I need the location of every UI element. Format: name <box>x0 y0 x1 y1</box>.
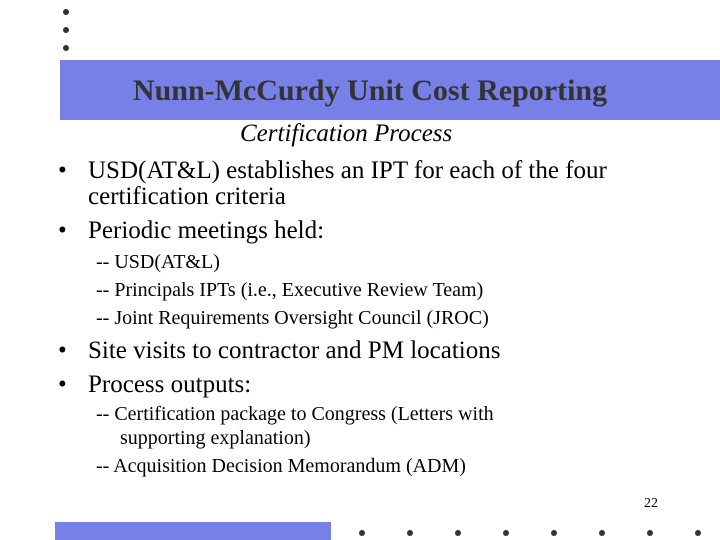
decor-dot <box>503 530 509 536</box>
decor-dot <box>63 27 69 33</box>
sub-item: -- Joint Requirements Oversight Council (JROC) <box>96 307 489 329</box>
sub-item-text: -- Certification package to Congress (Letters with <box>96 403 494 425</box>
decor-dot <box>551 530 557 536</box>
decor-dot <box>359 530 365 536</box>
sub-item: -- Principals IPTs (i.e., Executive Review Team) <box>96 279 484 301</box>
page-number: 22 <box>644 496 658 511</box>
bullet-text: Periodic meetings held: <box>88 217 325 244</box>
decor-dot <box>455 530 461 536</box>
footer-bar <box>55 522 331 540</box>
decor-dot <box>63 45 69 51</box>
bullet-item <box>58 338 500 364</box>
slide-subtitle: Certification Process <box>240 120 453 147</box>
bullet-item <box>58 158 658 210</box>
sub-item: -- Acquisition Decision Memorandum (ADM) <box>96 455 466 477</box>
decor-dot <box>647 530 653 536</box>
bullet-text: USD(AT&L) establishes an IPT for each of the four certification criteria <box>88 157 607 210</box>
bullet-text: Site visits to contractor and PM locations <box>88 337 501 364</box>
bullet-marker: • <box>58 157 67 184</box>
bullet-text: Process outputs: <box>88 371 252 398</box>
bullet-marker: • <box>58 371 67 398</box>
bullet-marker: • <box>58 337 67 364</box>
sub-item <box>96 402 494 450</box>
bullet-marker: • <box>58 217 67 244</box>
decor-dot <box>599 530 605 536</box>
sub-item-text: supporting explanation) <box>120 427 311 449</box>
slide-title: Nunn-McCurdy Unit Cost Reporting <box>132 74 608 107</box>
sub-item: -- USD(AT&L) <box>96 251 220 273</box>
decor-dot <box>695 530 701 536</box>
bullet-item <box>58 218 324 244</box>
decor-dot <box>63 9 69 15</box>
bullet-item <box>58 372 251 398</box>
decor-dot <box>407 530 413 536</box>
title-bar <box>60 60 720 120</box>
